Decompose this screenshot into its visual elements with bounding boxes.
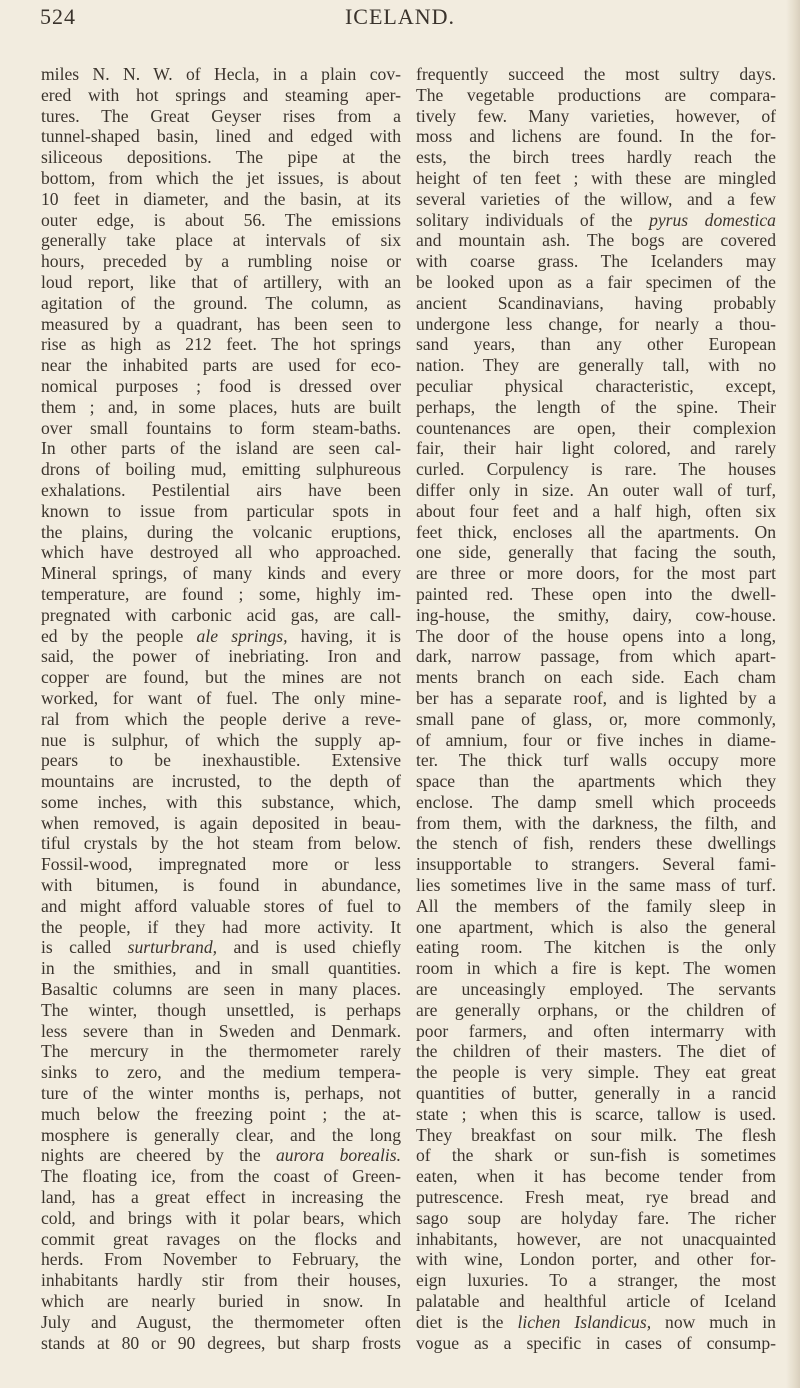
- text-line: sand years, than any other European: [416, 334, 776, 355]
- text-line: miles N. N. W. of Hecla, in a plain cov-: [41, 64, 401, 84]
- text-line: be looked upon as a fair specimen of the: [416, 271, 776, 292]
- text-line: space than the apartments which they: [416, 771, 776, 792]
- text-segment: solitary individuals of the: [416, 209, 650, 230]
- text-line: copper are found, but the mines are not: [41, 667, 401, 688]
- text-line: with coarse grass. The Icelanders may: [416, 251, 776, 272]
- text-line: perhaps, the length of the spine. Their: [416, 396, 776, 417]
- text-line: are generally orphans, or the children of: [416, 999, 776, 1020]
- text-line: quantities of butter, generally in a rancid: [416, 1083, 776, 1104]
- text-line: them ; and, in some places, huts are built: [41, 396, 401, 417]
- text-line: The winter, though unsettled, is perhaps: [41, 999, 401, 1020]
- text-line: drons of boiling mud, emitting sulphureous: [41, 459, 401, 480]
- text-line: [41, 626, 401, 647]
- text-line: herds. From November to February, the: [41, 1249, 401, 1270]
- text-line: the children of their masters. The diet of: [416, 1041, 776, 1062]
- text-line: rise as high as 212 feet. The hot springs: [41, 334, 401, 355]
- text-line: known to issue from particular spots in: [41, 500, 401, 521]
- text-line: pregnated with carbonic acid gas, are call-: [41, 604, 401, 625]
- text-line: temperature, are found ; some, highly im-: [41, 583, 401, 604]
- text-line: eaten, when it has become tender from: [416, 1166, 776, 1187]
- text-line: enclose. The damp smell which proceeds: [416, 791, 776, 812]
- text-line: palatable and healthful article of Iceland: [416, 1291, 776, 1312]
- text-line: putrescence. Fresh meat, rye bread and: [416, 1187, 776, 1208]
- left-column: [41, 64, 401, 1353]
- text-line: The floating ice, from the coast of Green-: [41, 1166, 401, 1187]
- text-line: and might afford valuable stores of fuel to: [41, 895, 401, 916]
- text-line: loud report, like that of artillery, with an: [41, 271, 401, 292]
- text-line: feet thick, encloses all the apartments. On: [416, 521, 776, 542]
- text-segment: now much in: [651, 1311, 776, 1332]
- text-line: measured by a quadrant, has been seen to: [41, 313, 401, 334]
- text-line: ture of the winter months is, perhaps, not: [41, 1083, 401, 1104]
- page-edge-shadow: [786, 0, 800, 1388]
- text-line: tiful crystals by the hot steam from below.: [41, 833, 401, 854]
- text-line: over small fountains to form steam-baths.: [41, 417, 401, 438]
- text-segment: ed by the people: [41, 625, 197, 646]
- text-line: curled. Corpulency is rare. The houses: [416, 459, 776, 480]
- text-line: tively few. Many varieties, however, of: [416, 105, 776, 126]
- text-line: ments branch on each side. Each cham: [416, 667, 776, 688]
- text-line: from them, with the darkness, the filth, and: [416, 812, 776, 833]
- text-line: of the shark or sun-fish is sometimes: [416, 1145, 776, 1166]
- italic-text: surturbrand,: [127, 937, 218, 958]
- text-line: ral from which the people derive a reve-: [41, 708, 401, 729]
- text-line: nue is sulphur, of which the supply ap-: [41, 729, 401, 750]
- text-line: land, has a great effect in increasing the: [41, 1187, 401, 1208]
- italic-text: lichen Islandicus,: [517, 1311, 652, 1332]
- text-line: are three or more doors, for the most part: [416, 563, 776, 584]
- text-segment: diet is the: [416, 1311, 518, 1332]
- text-line: inhabitants, however, are not unacquainted: [416, 1228, 776, 1249]
- text-line: which are nearly buried in snow. In: [41, 1291, 401, 1312]
- text-line: [41, 1145, 401, 1166]
- text-line: bottom, from which the jet issues, is about: [41, 167, 401, 188]
- text-line: They breakfast on sour milk. The flesh: [416, 1124, 776, 1145]
- text-line: dark, narrow passage, from which apart-: [416, 646, 776, 667]
- text-line: exhalations. Pestilential airs have been: [41, 479, 401, 500]
- text-line: several varieties of the willow, and a few: [416, 188, 776, 209]
- text-line: [41, 937, 401, 958]
- text-line: ered with hot springs and steaming aper-: [41, 84, 401, 105]
- text-line: the people is very simple. They eat great: [416, 1062, 776, 1083]
- text-segment: is called: [41, 937, 128, 958]
- text-line: differ only in size. An outer wall of turf,: [416, 479, 776, 500]
- text-line: insupportable to strangers. Several fami-: [416, 854, 776, 875]
- text-line: ter. The thick turf walls occupy more: [416, 750, 776, 771]
- text-line: when removed, is again deposited in beau-: [41, 812, 401, 833]
- text-line: nomical purposes ; food is dressed over: [41, 375, 401, 396]
- text-line: hours, preceded by a rumbling noise or: [41, 251, 401, 272]
- text-line: The vegetable productions are compara-: [416, 84, 776, 105]
- text-line: peculiar physical characteristic, except,: [416, 375, 776, 396]
- text-line: 10 feet in diameter, and the basin, at its: [41, 188, 401, 209]
- text-line: poor farmers, and often intermarry with: [416, 1020, 776, 1041]
- text-line: The mercury in the thermometer rarely: [41, 1041, 401, 1062]
- text-line: and mountain ash. The bogs are covered: [416, 230, 776, 251]
- text-line: In other parts of the island are seen cal-: [41, 438, 401, 459]
- text-line: [416, 1312, 776, 1333]
- text-line: moss and lichens are found. In the for-: [416, 126, 776, 147]
- text-line: cold, and brings with it polar bears, which: [41, 1207, 401, 1228]
- text-line: one side, generally that facing the south,: [416, 542, 776, 563]
- text-line: the plains, during the volcanic eruptions,: [41, 521, 401, 542]
- text-line: agitation of the ground. The column, as: [41, 292, 401, 313]
- text-line: less severe than in Sweden and Denmark.: [41, 1020, 401, 1041]
- text-line: room in which a fire is kept. The women: [416, 958, 776, 979]
- text-line: pears to be inexhaustible. Extensive: [41, 750, 401, 771]
- text-line: ancient Scandinavians, having probably: [416, 292, 776, 313]
- running-title: ICELAND.: [344, 4, 456, 29]
- page-number: 524: [40, 4, 76, 29]
- text-line: mosphere is generally clear, and the long: [41, 1124, 401, 1145]
- text-line: Mineral springs, of many kinds and every: [41, 563, 401, 584]
- text-line: fair, their hair light colored, and rarely: [416, 438, 776, 459]
- text-line: inhabitants hardly stir from their houses,: [41, 1270, 401, 1291]
- text-line: All the members of the family sleep in: [416, 895, 776, 916]
- text-line: outer edge, is about 56. The emissions: [41, 209, 401, 230]
- text-line: height of ten feet ; with these are mingled: [416, 167, 776, 188]
- text-line: tures. The Great Geyser rises from a: [41, 105, 401, 126]
- text-line: ests, the birch trees hardly reach the: [416, 147, 776, 168]
- text-line: sinks to zero, and the medium tempera-: [41, 1062, 401, 1083]
- text-line: ber has a separate roof, and is lighted by a: [416, 687, 776, 708]
- text-line: are unceasingly employed. The servants: [416, 979, 776, 1000]
- text-line: undergone less change, for nearly a thou-: [416, 313, 776, 334]
- text-line: of amnium, four or five inches in diame-: [416, 729, 776, 750]
- text-line: state ; when this is scarce, tallow is used.: [416, 1103, 776, 1124]
- text-line: the people, if they had more activity. It: [41, 916, 401, 937]
- text-line: The door of the house opens into a long,: [416, 625, 776, 646]
- text-line: frequently succeed the most sultry days.: [416, 64, 776, 84]
- text-line: siliceous depositions. The pipe at the: [41, 147, 401, 168]
- text-line: stands at 80 or 90 degrees, but sharp frosts: [41, 1332, 401, 1353]
- text-line: eating room. The kitchen is the only: [416, 937, 776, 958]
- text-line: some inches, with this substance, which,: [41, 791, 401, 812]
- text-line: worked, for want of fuel. The only mine-: [41, 687, 401, 708]
- text-line: commit great ravages on the flocks and: [41, 1228, 401, 1249]
- text-segment: nights are cheered by the: [41, 1145, 276, 1166]
- text-line: with bitumen, is found in abundance,: [41, 875, 401, 896]
- text-line: ing-house, the smithy, dairy, cow-house.: [416, 604, 776, 625]
- text-line: generally take place at intervals of six: [41, 230, 401, 251]
- italic-text: ale springs,: [196, 625, 288, 646]
- text-line: tunnel-shaped basin, lined and edged with: [41, 126, 401, 147]
- text-line: vogue as a specific in cases of consump-: [416, 1332, 776, 1353]
- text-line: in the smithies, and in small quantities.: [41, 958, 401, 979]
- text-line: sago soup are holyday fare. The richer: [416, 1207, 776, 1228]
- text-line: small pane of glass, or, more commonly,: [416, 708, 776, 729]
- italic-text: pyrus domestica: [649, 209, 776, 230]
- text-segment: and is used chiefly: [217, 937, 401, 958]
- text-line: nation. They are generally tall, with no: [416, 355, 776, 376]
- text-line: [416, 210, 776, 231]
- right-column: [416, 64, 776, 1353]
- text-line: one apartment, which is also the general: [416, 916, 776, 937]
- text-line: lies sometimes live in the same mass of turf.: [416, 875, 776, 896]
- text-line: countenances are open, their complexion: [416, 417, 776, 438]
- text-line: much below the freezing point ; the at-: [41, 1103, 401, 1124]
- text-line: with wine, London porter, and other for-: [416, 1249, 776, 1270]
- text-line: eign luxuries. To a stranger, the most: [416, 1270, 776, 1291]
- text-line: which have destroyed all who approached.: [41, 542, 401, 563]
- text-segment: having, it is: [287, 625, 401, 646]
- text-line: said, the power of inebriating. Iron and: [41, 646, 401, 667]
- text-line: mountains are incrusted, to the depth of: [41, 771, 401, 792]
- text-line: near the inhabited parts are used for eco-: [41, 355, 401, 376]
- text-line: Fossil-wood, impregnated more or less: [41, 854, 401, 875]
- text-line: the stench of fish, renders these dwellings: [416, 833, 776, 854]
- text-line: about four feet and a half high, often six: [416, 500, 776, 521]
- italic-text: aurora borealis.: [276, 1145, 401, 1166]
- text-line: painted red. These open into the dwell-: [416, 583, 776, 604]
- text-line: July and August, the thermometer often: [41, 1311, 401, 1332]
- text-line: Basaltic columns are seen in many places.: [41, 979, 401, 1000]
